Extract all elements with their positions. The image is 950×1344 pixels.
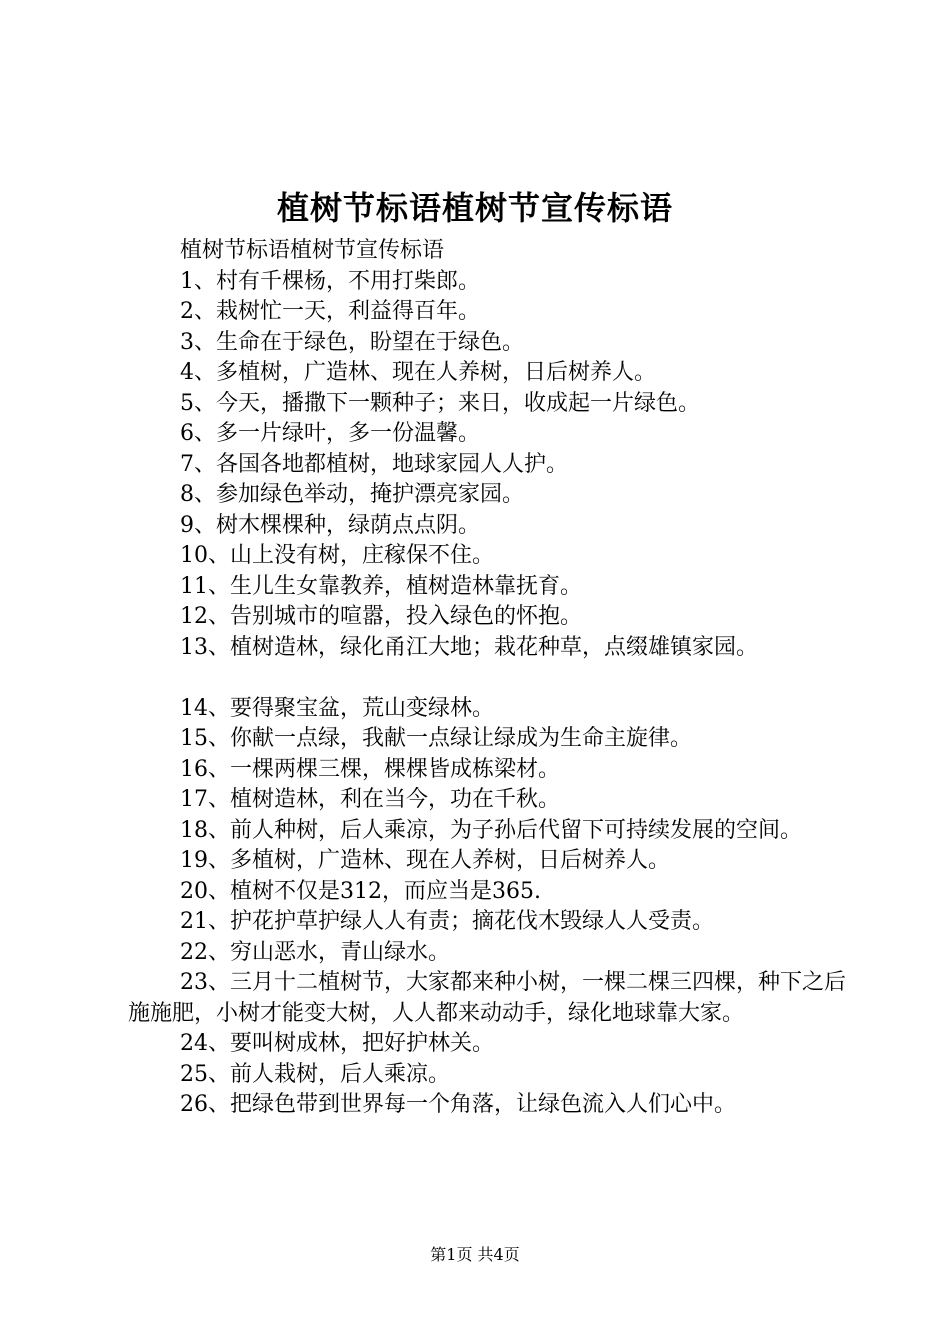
slogan-item: 26、把绿色带到世界每一个角落，让绿色流入人们心中。: [180, 1092, 736, 1117]
slogan-item: 18、前人种树，后人乘凉，为子孙后代留下可持续发展的空间。: [180, 817, 802, 843]
slogan-item: 11、生儿生女靠教养，植树造林靠抚育。: [180, 573, 582, 599]
slogan-item: 1、村有千棵杨，不用打柴郎。: [180, 268, 480, 294]
slogan-item: 3、生命在于绿色，盼望在于绿色。: [180, 329, 524, 355]
slogan-item: 13、植树造林，绿化甬江大地；栽花种草，点缀雄镇家园。: [180, 634, 758, 660]
document-title: 植树节标语植树节宣传标语: [276, 189, 673, 227]
slogan-item: 15、你献一点绿，我献一点绿让绿成为生命主旋律。: [180, 726, 692, 751]
slogan-item: 8、参加绿色举动，掩护漂亮家园。: [180, 482, 524, 507]
slogan-item: 2、栽树忙一天，利益得百年。: [180, 299, 480, 324]
paragraph-gap: [128, 663, 848, 694]
slogan-item: 23、三月十二植树节，大家都来种小树，一棵二棵三四棵，种下之后施施肥，小树才能变大树，人人都来动动手，绿化地球靠大家。: [128, 970, 846, 1026]
document-body: [128, 236, 848, 1121]
slogan-item: 7、各国各地都植树，地球家园人人护。: [180, 451, 568, 477]
slogan-item: 4、多植树，广造林、现在人养树，日后树养人。: [180, 360, 656, 385]
slogan-item: 5、今天，播撒下一颗种子；来日，收成起一片绿色。: [180, 390, 700, 416]
page-number-footer: 第1页 共4页: [430, 1245, 520, 1264]
slogan-item: 19、多植树，广造林、现在人养树，日后树养人。: [180, 848, 670, 873]
slogan-item: 10、山上没有树，庄稼保不住。: [180, 543, 494, 568]
slogan-item: 21、护花护草护绿人人有责；摘花伐木毁绿人人受责。: [180, 909, 714, 934]
slogan-item: 22、穷山恶水，青山绿水。: [180, 939, 450, 965]
slogan-item: 9、树木棵棵种，绿荫点点阴。: [180, 512, 480, 538]
slogan-item: 6、多一片绿叶，多一份温馨。: [180, 421, 480, 446]
slogan-item: 16、一棵两棵三棵，棵棵皆成栋梁材。: [180, 756, 560, 782]
subtitle-paragraph: 植树节标语植树节宣传标语: [180, 238, 445, 263]
slogan-item: 24、要叫树成林，把好护林关。: [180, 1031, 494, 1056]
slogan-item: 14、要得聚宝盆，荒山变绿林。: [180, 695, 494, 721]
slogan-item: 20、植树不仅是312，而应当是365.: [180, 878, 541, 904]
slogan-item: 12、告别城市的喧嚣，投入绿色的怀抱。: [180, 604, 582, 629]
slogan-item: 25、前人栽树，后人乘凉。: [180, 1061, 450, 1087]
slogan-item: 17、植树造林，利在当今，功在千秋。: [180, 787, 560, 812]
